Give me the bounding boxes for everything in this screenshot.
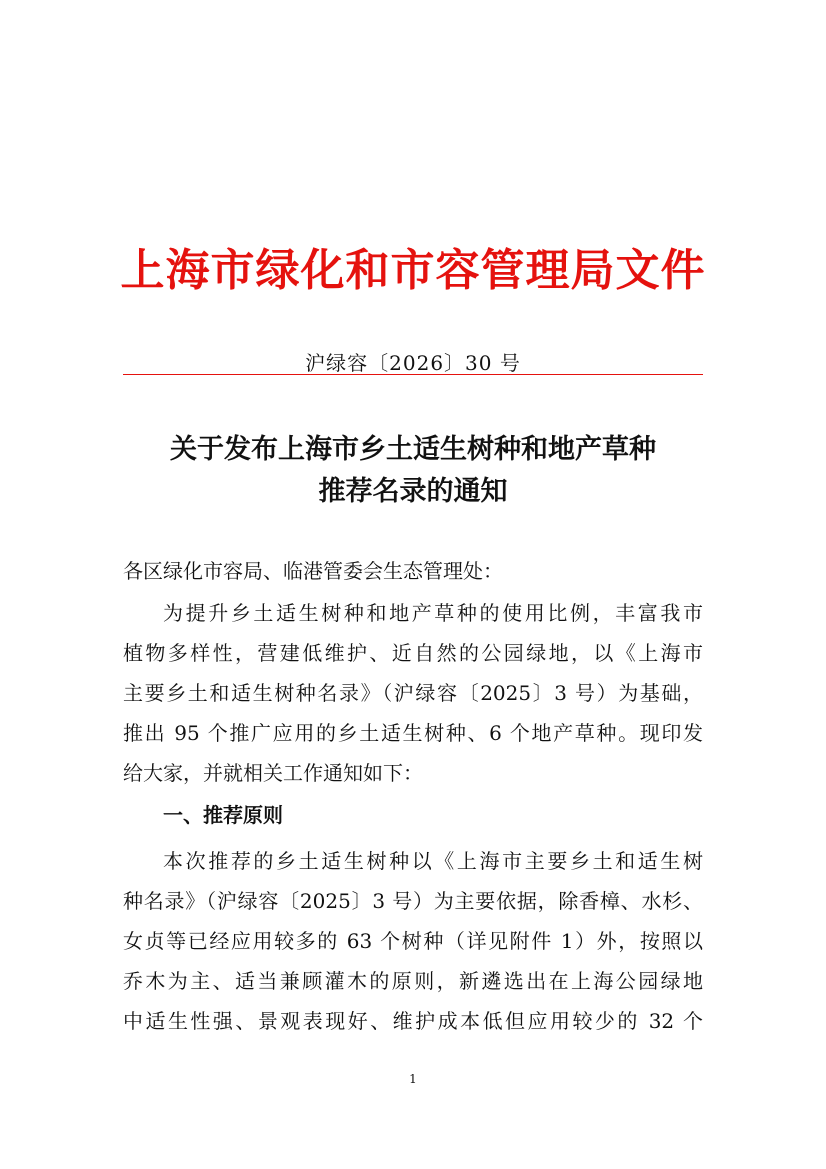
intro-line: 给大家，并就相关工作通知如下： <box>123 761 423 785</box>
page-number: 1 <box>409 1072 417 1086</box>
section-1-line: 乔木为主、适当兼顾灌木的原则，新遴选出在上海公园绿地 <box>123 969 703 993</box>
document-number: 沪绿容〔2026〕30 号 <box>305 351 521 375</box>
intro-line: 推出 95 个推广应用的乡土适生树种、6 个地产草种。现印发 <box>123 721 703 745</box>
section-1-line: 中适生性强、景观表现好、维护成本低但应用较少的 32 个 <box>123 1009 703 1033</box>
salutation: 各区绿化市容局、临港管委会生态管理处： <box>123 559 503 583</box>
issuing-org-title: 上海市绿化和市容管理局文件 <box>120 245 706 296</box>
section-1-line: 女贞等已经应用较多的 63 个树种（详见附件 1）外，按照以 <box>123 929 703 953</box>
notice-title-line-2: 推荐名录的通知 <box>318 476 508 507</box>
intro-line: 植物多样性，营建低维护、近自然的公园绿地，以《上海市 <box>123 641 703 665</box>
intro-line: 主要乡土和适生树种名录》（沪绿容〔2025〕3 号）为基础， <box>123 681 703 705</box>
section-1-line: 种名录》（沪绿容〔2025〕3 号）为主要依据，除香樟、水杉、 <box>123 889 703 913</box>
section-1-heading: 一、推荐原则 <box>163 803 283 827</box>
notice-title-line-1: 关于发布上海市乡土适生树种和地产草种 <box>170 434 656 465</box>
section-1-line: 本次推荐的乡土适生树种以《上海市主要乡土和适生树 <box>163 849 703 873</box>
red-divider-line <box>123 374 703 375</box>
intro-line: 为提升乡土适生树种和地产草种的使用比例，丰富我市 <box>163 601 703 625</box>
